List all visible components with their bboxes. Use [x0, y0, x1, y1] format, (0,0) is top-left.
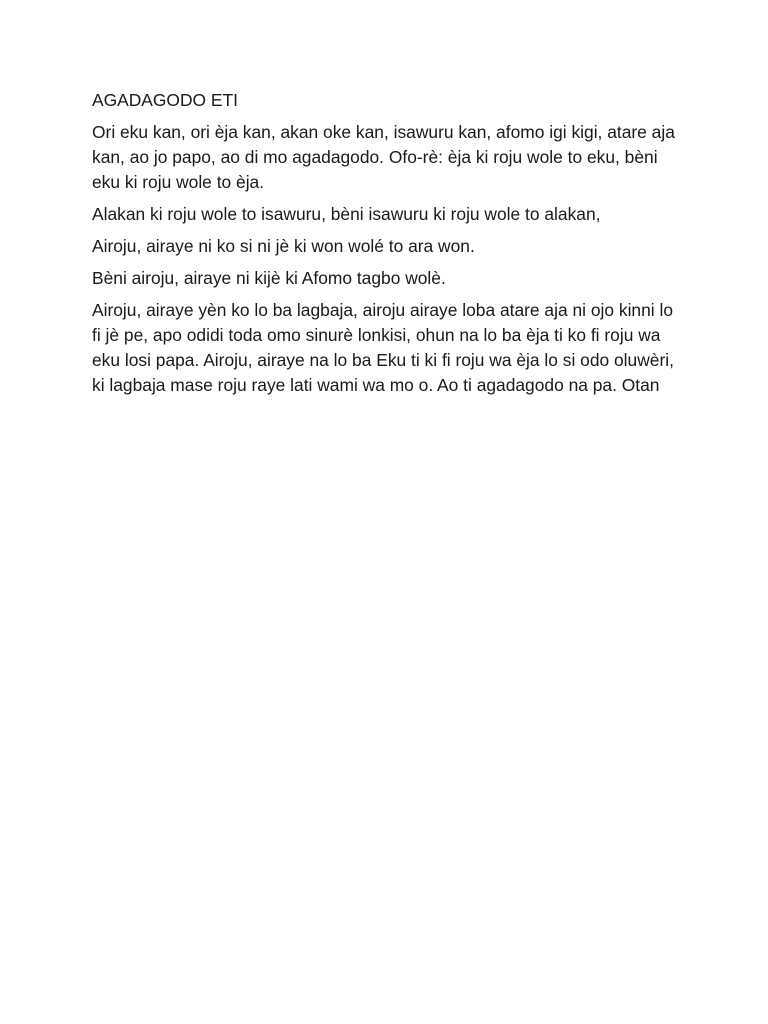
document-title: AGADAGODO ETI [92, 90, 238, 110]
paragraph-4: Bèni airoju, airaye ni kijè ki Afomo tagbo wolè. [92, 268, 446, 288]
paragraph-2: Alakan ki roju wole to isawuru, bèni isawuru ki roju wole to alakan, [92, 204, 601, 224]
paragraph-1: Ori eku kan, ori èja kan, akan oke kan, isawuru kan, afomo igi kigi, atare aja kan, ao jo papo, ao di mo agadagodo. Ofo-rè: èja ki roju wole to eku, bèni eku ki roju wole to èja. [92, 122, 675, 192]
paragraph-3: Airoju, airaye ni ko si ni jè ki won wolé to ara won. [92, 236, 475, 256]
document-page [92, 88, 680, 405]
paragraph-5: Airoju, airaye yèn ko lo ba lagbaja, airoju airaye loba atare aja ni ojo kinni lo fi jè pe, apo odidi toda omo sinurè lonkisi, ohun na lo ba èja ti ko fi roju wa eku losi papa. Airoju, airaye na lo ba Eku ti ki fi roju wa èja lo si odo oluwèri, ki lagbaja mase roju raye lati wami wa mo o. Ao ti agadagodo na pa. Otan [92, 300, 674, 395]
